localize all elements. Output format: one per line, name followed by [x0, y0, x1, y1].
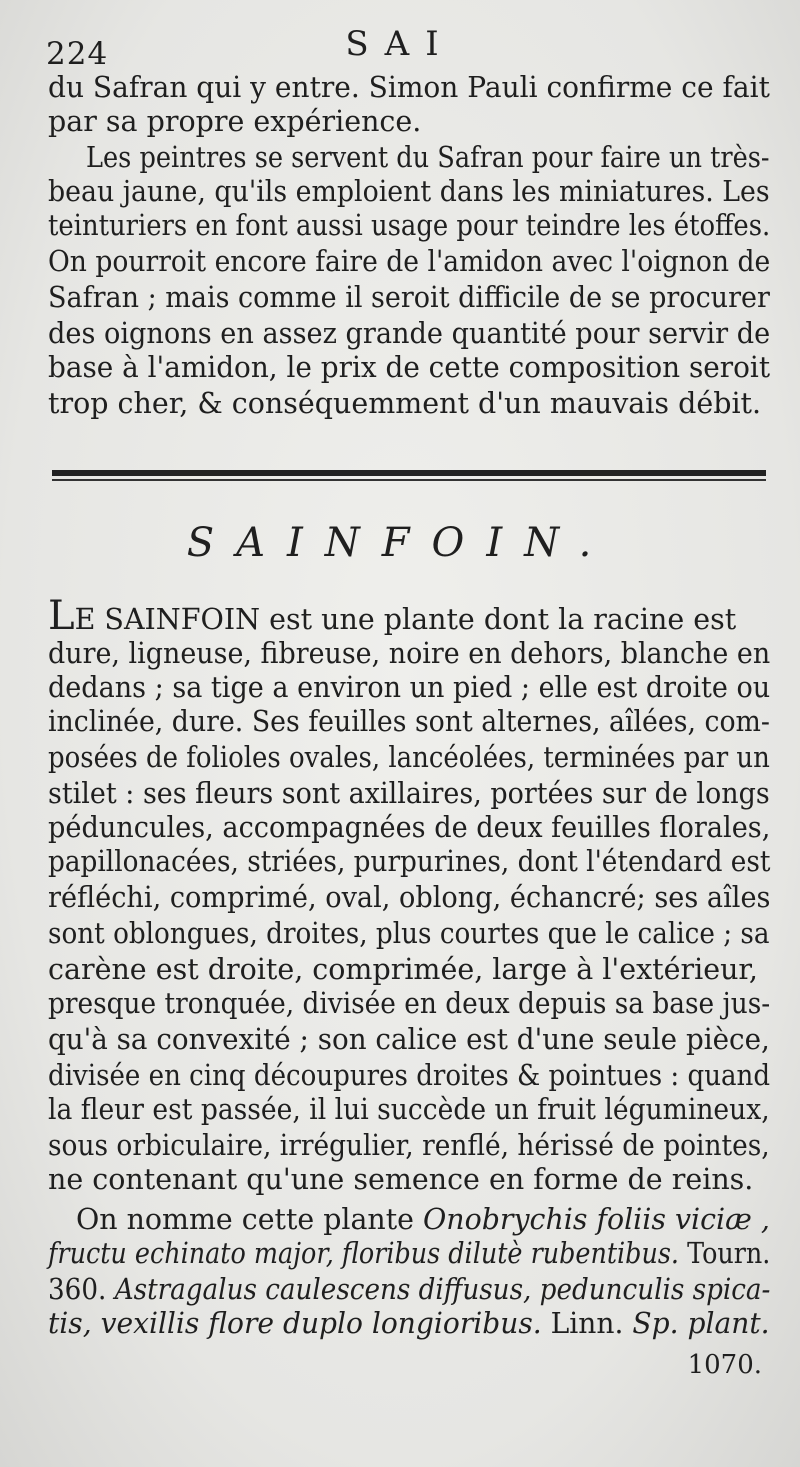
text-line: sous orbiculaire, irrégulier, renflé, hérissé de pointes, — [48, 1129, 770, 1162]
text-line: teinturiers en font aussi usage pour teindre les étoffes. — [48, 209, 771, 242]
page-header — [0, 18, 800, 72]
catchword: 1070. — [687, 1350, 762, 1380]
text-line: la fleur est passée, il lui succède un fruit légumineux, — [48, 1093, 770, 1126]
text-line: inclinée, dure. Ses feuilles sont alternes, aîlées, com- — [48, 705, 770, 738]
nomenclature-line — [48, 1307, 770, 1340]
text-line: par sa propre expérience. — [48, 105, 422, 138]
text-line: péduncules, accompagnées de deux feuilles florales, — [48, 811, 771, 844]
text-line: qu'à sa convexité ; son calice est d'une seule pièce, — [48, 1023, 770, 1056]
text-line: stilet : ses fleurs sont axillaires, portées sur de longs — [48, 777, 770, 810]
text-line: sont oblongues, droites, plus courtes que le calice ; sa — [48, 917, 770, 950]
text-span: On nomme cette plante — [76, 1203, 424, 1236]
section-divider-thick — [52, 470, 766, 476]
page-number: 224 — [46, 36, 109, 72]
first-article-line — [48, 593, 737, 639]
text-line: posées de folioles ovales, lancéolées, terminées par un — [48, 741, 770, 774]
text-span: Tourn. — [678, 1237, 771, 1270]
lead-word: E SAINFOIN — [74, 603, 261, 636]
text-line: des oignons en assez grande quantité pour servir de — [48, 317, 771, 350]
text-line: presque tronquée, divisée en deux depuis sa base jus- — [48, 987, 771, 1020]
latin-name: Astragalus caulescens diffusus, pedunculis spica- — [114, 1273, 771, 1306]
text-line: trop cher, & conséquemment d'un mauvais débit. — [48, 387, 762, 420]
latin-name: fructu echinato major, floribus dilutè rubentibus. — [48, 1237, 679, 1270]
running-head: SAI — [345, 24, 455, 64]
text-line: dedans ; sa tige a environ un pied ; elle est droite ou — [48, 671, 771, 704]
text-line: ne contenant qu'une semence en forme de reins. — [48, 1163, 754, 1196]
text-line: Les peintres se servent du Safran pour faire un très- — [86, 141, 770, 174]
latin-name: tis, vexillis flore duplo longioribus. — [48, 1307, 542, 1340]
nomenclature-line — [48, 1237, 771, 1270]
drop-cap: L — [48, 593, 75, 639]
section-divider-thin — [52, 479, 766, 481]
latin-name: Onobrychis foliis viciæ , — [423, 1203, 770, 1236]
text-line: base à l'amidon, le prix de cette composition seroit — [48, 351, 771, 384]
text-line: dure, ligneuse, fibreuse, noire en dehors, blanche en — [48, 637, 771, 670]
text-line: beau jaune, qu'ils emploient dans les miniatures. Les — [48, 175, 770, 208]
reference: Sp. plant. — [632, 1307, 770, 1340]
section-title: SAINFOIN. — [186, 520, 614, 566]
text-line: divisée en cinq découpures droites & pointues : quand — [48, 1059, 771, 1092]
text-line: papillonacées, striées, purpurines, dont l'étendard est — [48, 845, 771, 878]
text-span: 360. — [48, 1273, 115, 1306]
nomenclature-line — [76, 1203, 770, 1236]
text-line: On pourroit encore faire de l'amidon avec l'oignon de — [48, 245, 771, 278]
text-line: du Safran qui y entre. Simon Pauli confirme ce fait — [48, 71, 770, 104]
text-line: réfléchi, comprimé, oval, oblong, échancré; ses aîles — [48, 881, 771, 914]
text-line: carène est droite, comprimée, large à l'extérieur, — [48, 953, 758, 986]
text-span: Linn. — [541, 1307, 633, 1340]
first-line-text: est une plante dont la racine est — [260, 603, 737, 636]
text-line: Safran ; mais comme il seroit difficile de se procurer — [48, 281, 770, 314]
nomenclature-line — [48, 1273, 771, 1306]
